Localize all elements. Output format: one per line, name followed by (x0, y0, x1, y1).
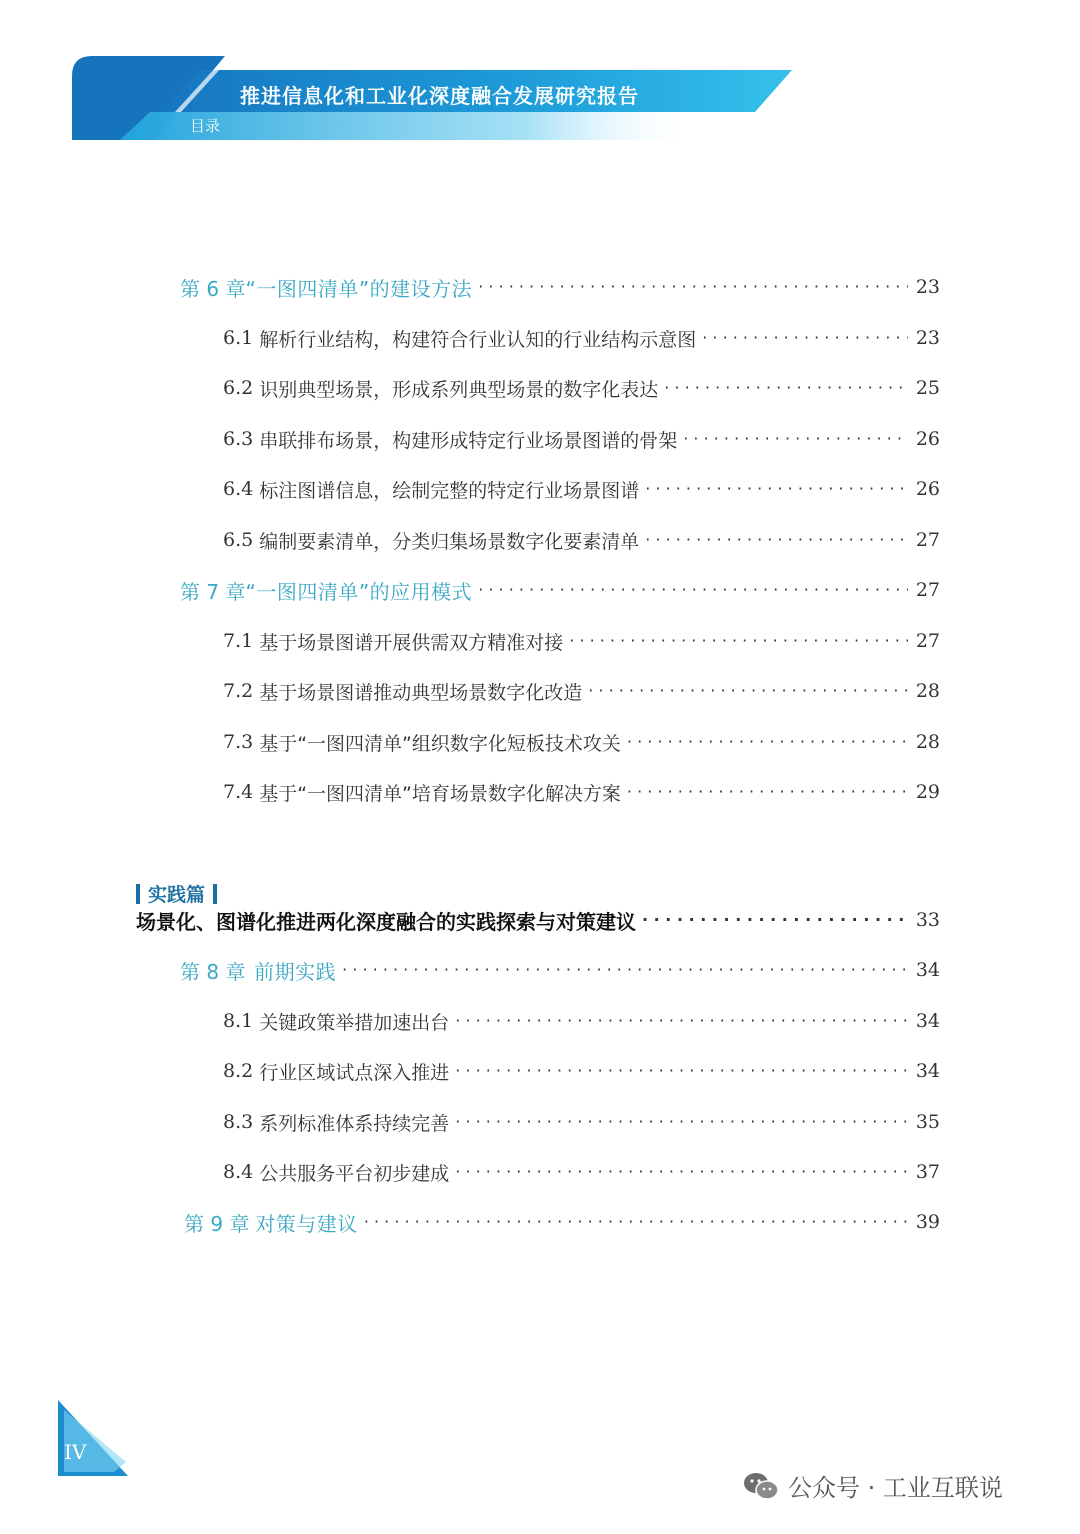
toc-chapter-7[interactable] (180, 573, 940, 607)
dot-leader (455, 1107, 908, 1137)
toc-chapter-9[interactable] (184, 1205, 940, 1239)
section-number: 7.1 (223, 630, 254, 652)
page-number: 23 (915, 276, 940, 298)
toc-section-8-2[interactable] (223, 1054, 940, 1088)
section-title: 基于场景图谱推动典型场景数字化改造 (259, 681, 583, 704)
page-number: 27 (915, 579, 940, 601)
section-title: 解析行业结构，构建符合行业认知的行业结构示意图 (259, 328, 697, 351)
dot-leader (588, 676, 908, 706)
section-number: 8.3 (223, 1111, 254, 1133)
part-label-text: 实践篇 (148, 884, 206, 906)
toc-chapter-6[interactable] (180, 270, 940, 304)
chapter-title: 前期实践 (254, 959, 337, 984)
page-number: 34 (915, 1010, 940, 1032)
toc-part-title[interactable] (136, 903, 940, 937)
toc-section-7-1[interactable] (223, 624, 940, 658)
toc-section-8-4[interactable] (223, 1155, 940, 1189)
dot-leader (627, 727, 908, 757)
page-number: 26 (915, 428, 940, 450)
dot-leader (455, 1157, 908, 1187)
section-title: 识别典型场景，形成系列典型场景的数字化表达 (259, 378, 659, 401)
page-number: 27 (915, 630, 940, 652)
section-title: 关键政策举措加速出台 (259, 1011, 450, 1034)
page-number: 39 (915, 1211, 940, 1233)
dot-leader (342, 955, 908, 985)
watermark (742, 1468, 1003, 1503)
page-number: 29 (915, 781, 940, 803)
chapter-title: “一图四清单”的应用模式 (245, 579, 473, 604)
dot-leader (645, 525, 908, 555)
section-number: 8.1 (223, 1010, 254, 1032)
page-number-footer: IV (64, 1440, 87, 1464)
chapter-number: 第 8 章 (180, 959, 246, 984)
toc-section-6-2[interactable] (223, 371, 940, 405)
chapter-title: “一图四清单”的建设方法 (245, 276, 473, 301)
page-number: 25 (915, 377, 940, 399)
page-number: 33 (915, 909, 940, 931)
section-title: 标注图谱信息，绘制完整的特定行业场景图谱 (259, 479, 640, 502)
section-number: 6.4 (223, 478, 254, 500)
section-title: 基于场景图谱开展供需双方精准对接 (259, 631, 564, 654)
toc-section-8-3[interactable] (223, 1105, 940, 1139)
section-number: 6.5 (223, 529, 254, 551)
chapter-number: 第 7 章 (180, 579, 246, 604)
toc-section-6-4[interactable] (223, 472, 940, 506)
page-number: 28 (915, 731, 940, 753)
section-title: 行业区域试点深入推进 (259, 1061, 450, 1084)
page-number: 34 (915, 959, 940, 981)
section-title: 串联排布场景，构建形成特定行业场景图谱的骨架 (259, 429, 678, 452)
dot-leader (683, 424, 908, 454)
toc-section-8-1[interactable] (223, 1004, 940, 1038)
dot-leader (645, 474, 908, 504)
section-number: 6.2 (223, 377, 254, 399)
dot-leader (642, 905, 908, 935)
dot-leader (364, 1207, 908, 1237)
page-number: 28 (915, 680, 940, 702)
dot-leader (702, 323, 908, 353)
dot-leader (478, 575, 908, 605)
part-bar-right (213, 884, 217, 904)
toc-section-7-3[interactable] (223, 725, 940, 759)
toc-section-7-4[interactable] (223, 775, 940, 809)
banner-graphic (0, 0, 1080, 150)
toc-section-7-2[interactable] (223, 674, 940, 708)
section-number: 7.2 (223, 680, 254, 702)
section-title: 公共服务平台初步建成 (259, 1162, 450, 1185)
section-number: 6.1 (223, 327, 254, 349)
wechat-icon (742, 1471, 780, 1501)
page-number: 37 (915, 1161, 940, 1183)
toc-section-6-1[interactable] (223, 321, 940, 355)
watermark-text: 公众号 · 工业互联说 (788, 1474, 1003, 1502)
chapter-title: 对策与建议 (255, 1211, 358, 1236)
dot-leader (455, 1056, 908, 1086)
page-number: 26 (915, 478, 940, 500)
section-number: 8.2 (223, 1060, 254, 1082)
dot-leader (627, 777, 908, 807)
section-title: 系列标准体系持续完善 (259, 1112, 450, 1135)
section-label: 目录 (190, 117, 221, 135)
toc-chapter-8[interactable] (180, 953, 940, 987)
section-number: 8.4 (223, 1161, 254, 1183)
page-number: 34 (915, 1060, 940, 1082)
section-number: 7.4 (223, 781, 254, 803)
dot-leader (664, 373, 908, 403)
chapter-number: 第 9 章 (184, 1211, 250, 1236)
header-banner (0, 0, 1080, 150)
page-number: 23 (915, 327, 940, 349)
report-title: 推进信息化和工业化深度融合发展研究报告 (240, 84, 639, 108)
section-title: 编制要素清单，分类归集场景数字化要素清单 (259, 530, 640, 553)
section-number: 6.3 (223, 428, 254, 450)
page-number: 27 (915, 529, 940, 551)
dot-leader (455, 1006, 908, 1036)
toc-section-6-5[interactable] (223, 523, 940, 557)
dot-leader (569, 626, 908, 656)
page-number: 35 (915, 1111, 940, 1133)
toc-section-6-3[interactable] (223, 422, 940, 456)
part-title-text: 场景化、图谱化推进两化深度融合的实践探索与对策建议 (136, 909, 636, 934)
part-bar-left (136, 884, 140, 904)
section-title: 基于“一图四清单”培育场景数字化解决方案 (259, 782, 621, 805)
section-title: 基于“一图四清单”组织数字化短板技术攻关 (259, 732, 621, 755)
section-number: 7.3 (223, 731, 254, 753)
chapter-number: 第 6 章 (180, 276, 246, 301)
dot-leader (478, 272, 908, 302)
